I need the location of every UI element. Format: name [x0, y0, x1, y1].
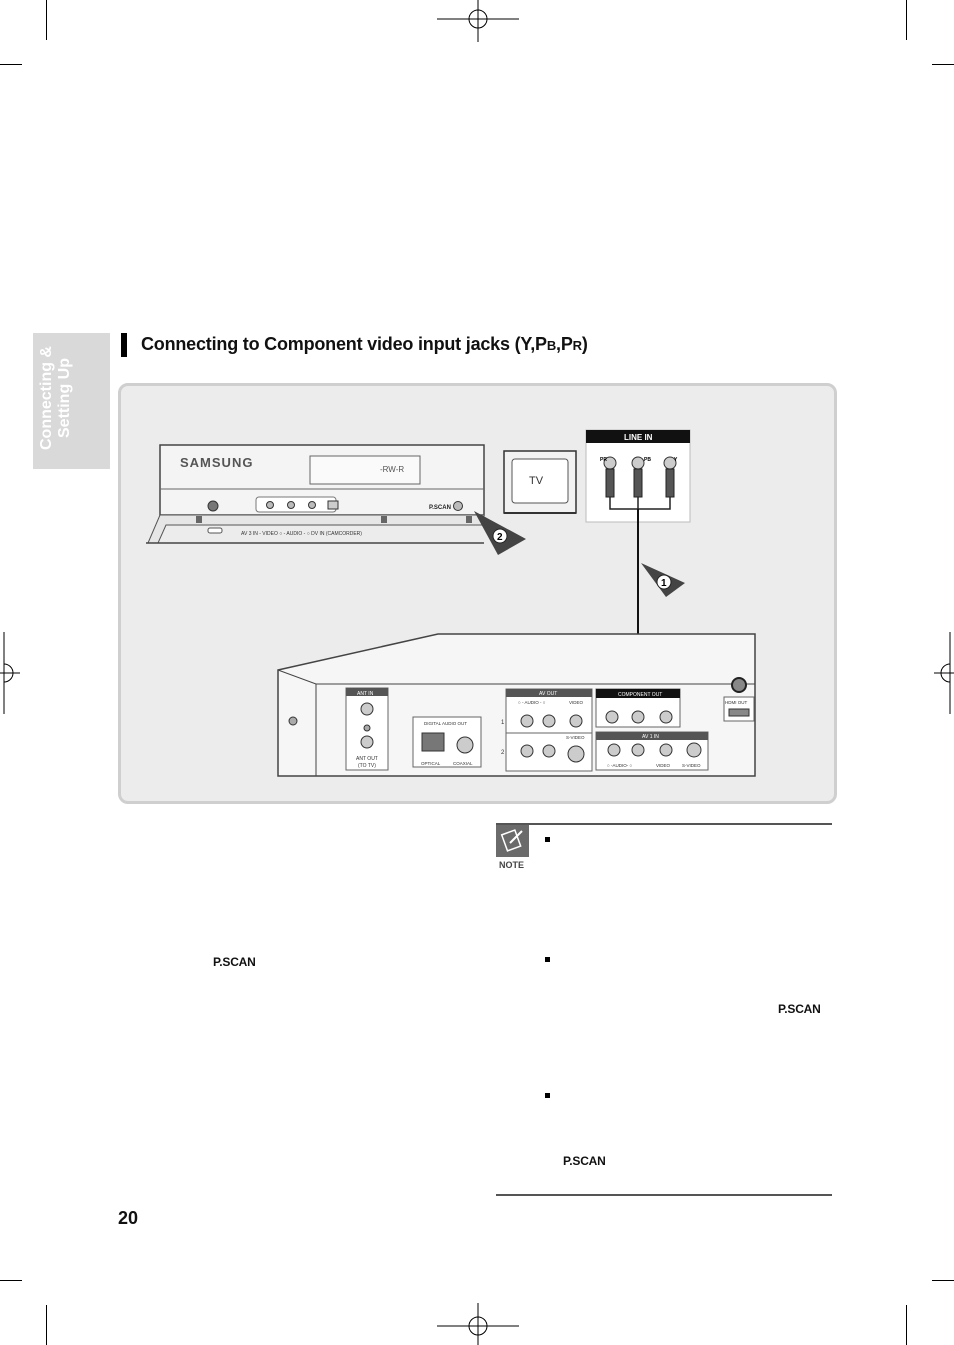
page-number: 20	[118, 1208, 139, 1228]
pscan-label-note3: P.SCAN	[563, 1154, 606, 1168]
crop-mark	[46, 1305, 47, 1345]
rear-optical-label: OPTICAL	[421, 761, 441, 766]
rear-svideo2-label: S-VIDEO	[682, 763, 701, 768]
registration-mark-bottom	[437, 1303, 519, 1345]
note-label: NOTE	[499, 860, 525, 870]
rear-row2-label: 2	[501, 750, 505, 756]
title-comma: ,P	[556, 334, 573, 354]
rear-hdmi-label: HDMI OUT	[725, 700, 748, 705]
tv-line-in-panel	[586, 430, 690, 522]
rear-av1-in-label: AV 1 IN	[642, 734, 659, 740]
crop-mark	[46, 0, 47, 40]
front-input-labels: AV 3 IN - VIDEO ○ - AUDIO - ○ DV IN (CAMCORDER)	[241, 531, 362, 537]
title-marker	[121, 333, 127, 357]
front-disc-logo: -RW-R	[380, 465, 405, 474]
registration-mark-right	[934, 632, 954, 714]
jack-pb-label: PB	[644, 457, 651, 463]
side-tab-line1: Connecting &	[38, 346, 55, 450]
front-brand: SAMSUNG	[180, 455, 254, 470]
note-bullet-1	[545, 837, 550, 842]
title-sub-b: B	[546, 338, 557, 353]
step-1-number: 1	[661, 578, 667, 589]
rear-to-tv-label: (TO TV)	[358, 763, 376, 769]
rear-video-label: VIDEO	[569, 700, 584, 705]
tv-label: TV	[529, 475, 544, 487]
registration-mark-left	[0, 632, 20, 714]
chapter-side-tab-label	[38, 331, 74, 465]
front-pscan-label: P.SCAN	[429, 505, 451, 511]
rear-component-label: COMPONENT OUT	[618, 692, 663, 698]
rear-audio-label: ○ - AUDIO - ○	[518, 700, 546, 705]
title-sub-r: R	[572, 338, 582, 353]
jack-pr-label: PR	[600, 457, 607, 463]
pscan-label-left: P.SCAN	[213, 955, 256, 969]
pscan-label-note2: P.SCAN	[778, 1002, 821, 1016]
rear-ant-out-label: ANT OUT	[356, 756, 378, 762]
rear-row1-label: 1	[501, 720, 505, 726]
crop-mark	[932, 1280, 954, 1281]
crop-mark	[906, 0, 907, 40]
rear-svideo-label: S-VIDEO	[566, 735, 585, 740]
rear-coaxial-label: COAXIAL	[453, 761, 473, 766]
rear-video2-label: VIDEO	[656, 763, 671, 768]
note-bullet-2	[545, 957, 550, 962]
line-in-label: LINE IN	[624, 433, 653, 442]
rear-ant-in-label: ANT IN	[357, 691, 374, 697]
section-title	[141, 334, 588, 355]
connection-diagram	[118, 383, 837, 804]
note-rule-top	[496, 823, 832, 825]
recorder-rear-panel	[278, 634, 755, 776]
step-2-number: 2	[497, 532, 503, 543]
crop-mark	[0, 1280, 22, 1281]
rear-av-out-label: AV OUT	[539, 691, 558, 697]
note-rule-bottom	[496, 1194, 832, 1196]
rear-audio2-label: ○ -AUDIO- ○	[607, 763, 633, 768]
crop-mark	[932, 64, 954, 65]
crop-mark	[0, 64, 22, 65]
jack-y-label: Y	[674, 457, 678, 463]
note-bullet-3	[545, 1093, 550, 1098]
registration-mark-top	[437, 0, 519, 42]
crop-mark	[906, 1305, 907, 1345]
title-main: Connecting to Component video input jacks (Y,P	[141, 334, 547, 354]
title-end: )	[581, 334, 588, 354]
rear-digital-audio-label: DIGITAL AUDIO OUT	[424, 721, 468, 726]
side-tab-line2: Setting Up	[56, 358, 73, 438]
note-icon	[496, 825, 529, 857]
